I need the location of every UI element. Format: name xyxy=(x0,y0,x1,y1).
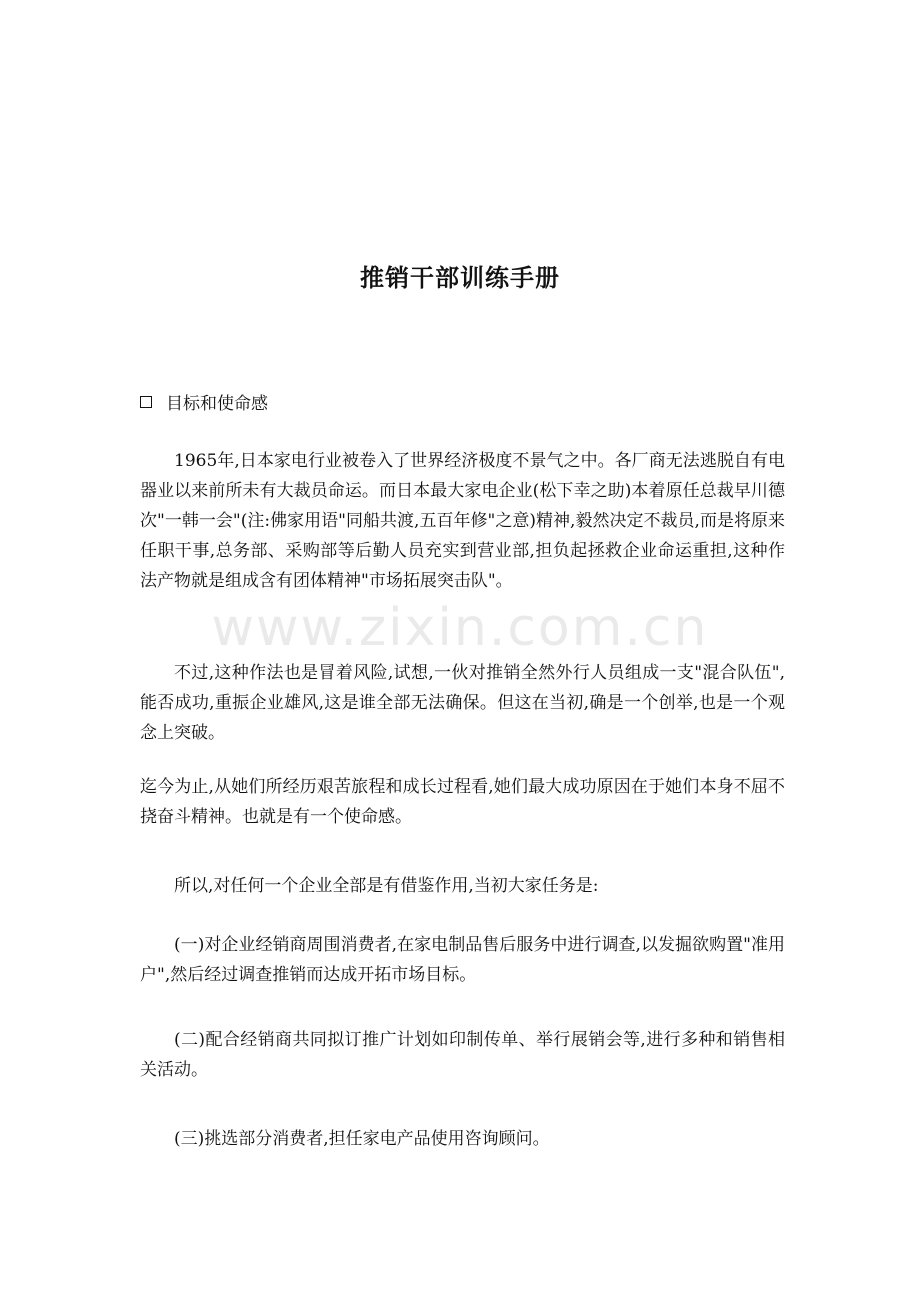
paragraph-risk: 不过,这种作法也是冒着风险,试想,一伙对推销全然外行人员组成一支"混合队伍",能否成功,重振企业雄风,这是谁全部无法确保。但这在当初,确是一个创举,也是一个观念上突破。 xyxy=(140,663,785,743)
section-heading-text: 目标和使命感 xyxy=(166,394,268,414)
watermark: www.zixin.com.cn xyxy=(211,598,709,658)
paragraph-tasks-intro: 所以,对任何一个企业全部是有借鉴作用,当初大家任务是: xyxy=(174,876,599,896)
paragraph-success: 迄今为止,从她们所经历艰苦旅程和成长过程看,她们最大成功原因在于她们本身不屈不挠奋斗精神。也就是有一个使命感。 xyxy=(140,777,785,827)
paragraph-task-3: (三)挑选部分消费者,担任家电产品使用咨询顾问。 xyxy=(174,1129,550,1149)
document-title: 推销干部训练手册 xyxy=(360,264,560,292)
paragraph-intro: 1965年,日本家电行业被卷入了世界经济极度不景气之中。各厂商无法逃脱自有电器业以来前所未有大裁员命运。而日本最大家电企业(松下幸之助)本着原任总裁早川德次"一韩一会"(注:佛家用语"同船共渡,五百年修"之意)精神,毅然决定不裁员,而是将原来任职干事,总务部、采购部等后勤人员充实到营业部,担负起拯救企业命运重担,这种作法产物就是组成含有团体精神"市场拓展突击队"。 xyxy=(140,451,785,591)
checkbox-square-icon xyxy=(140,396,152,408)
paragraph-task-1: (一)对企业经销商周围消费者,在家电制品售后服务中进行调查,以发掘欲购置"准用户",然后经过调查推销而达成开拓市场目标。 xyxy=(140,935,785,985)
paragraph-task-2: (二)配合经销商共同拟订推广计划如印制传单、举行展销会等,进行多种和销售相关活动。 xyxy=(140,1030,785,1080)
section-heading xyxy=(140,389,268,414)
